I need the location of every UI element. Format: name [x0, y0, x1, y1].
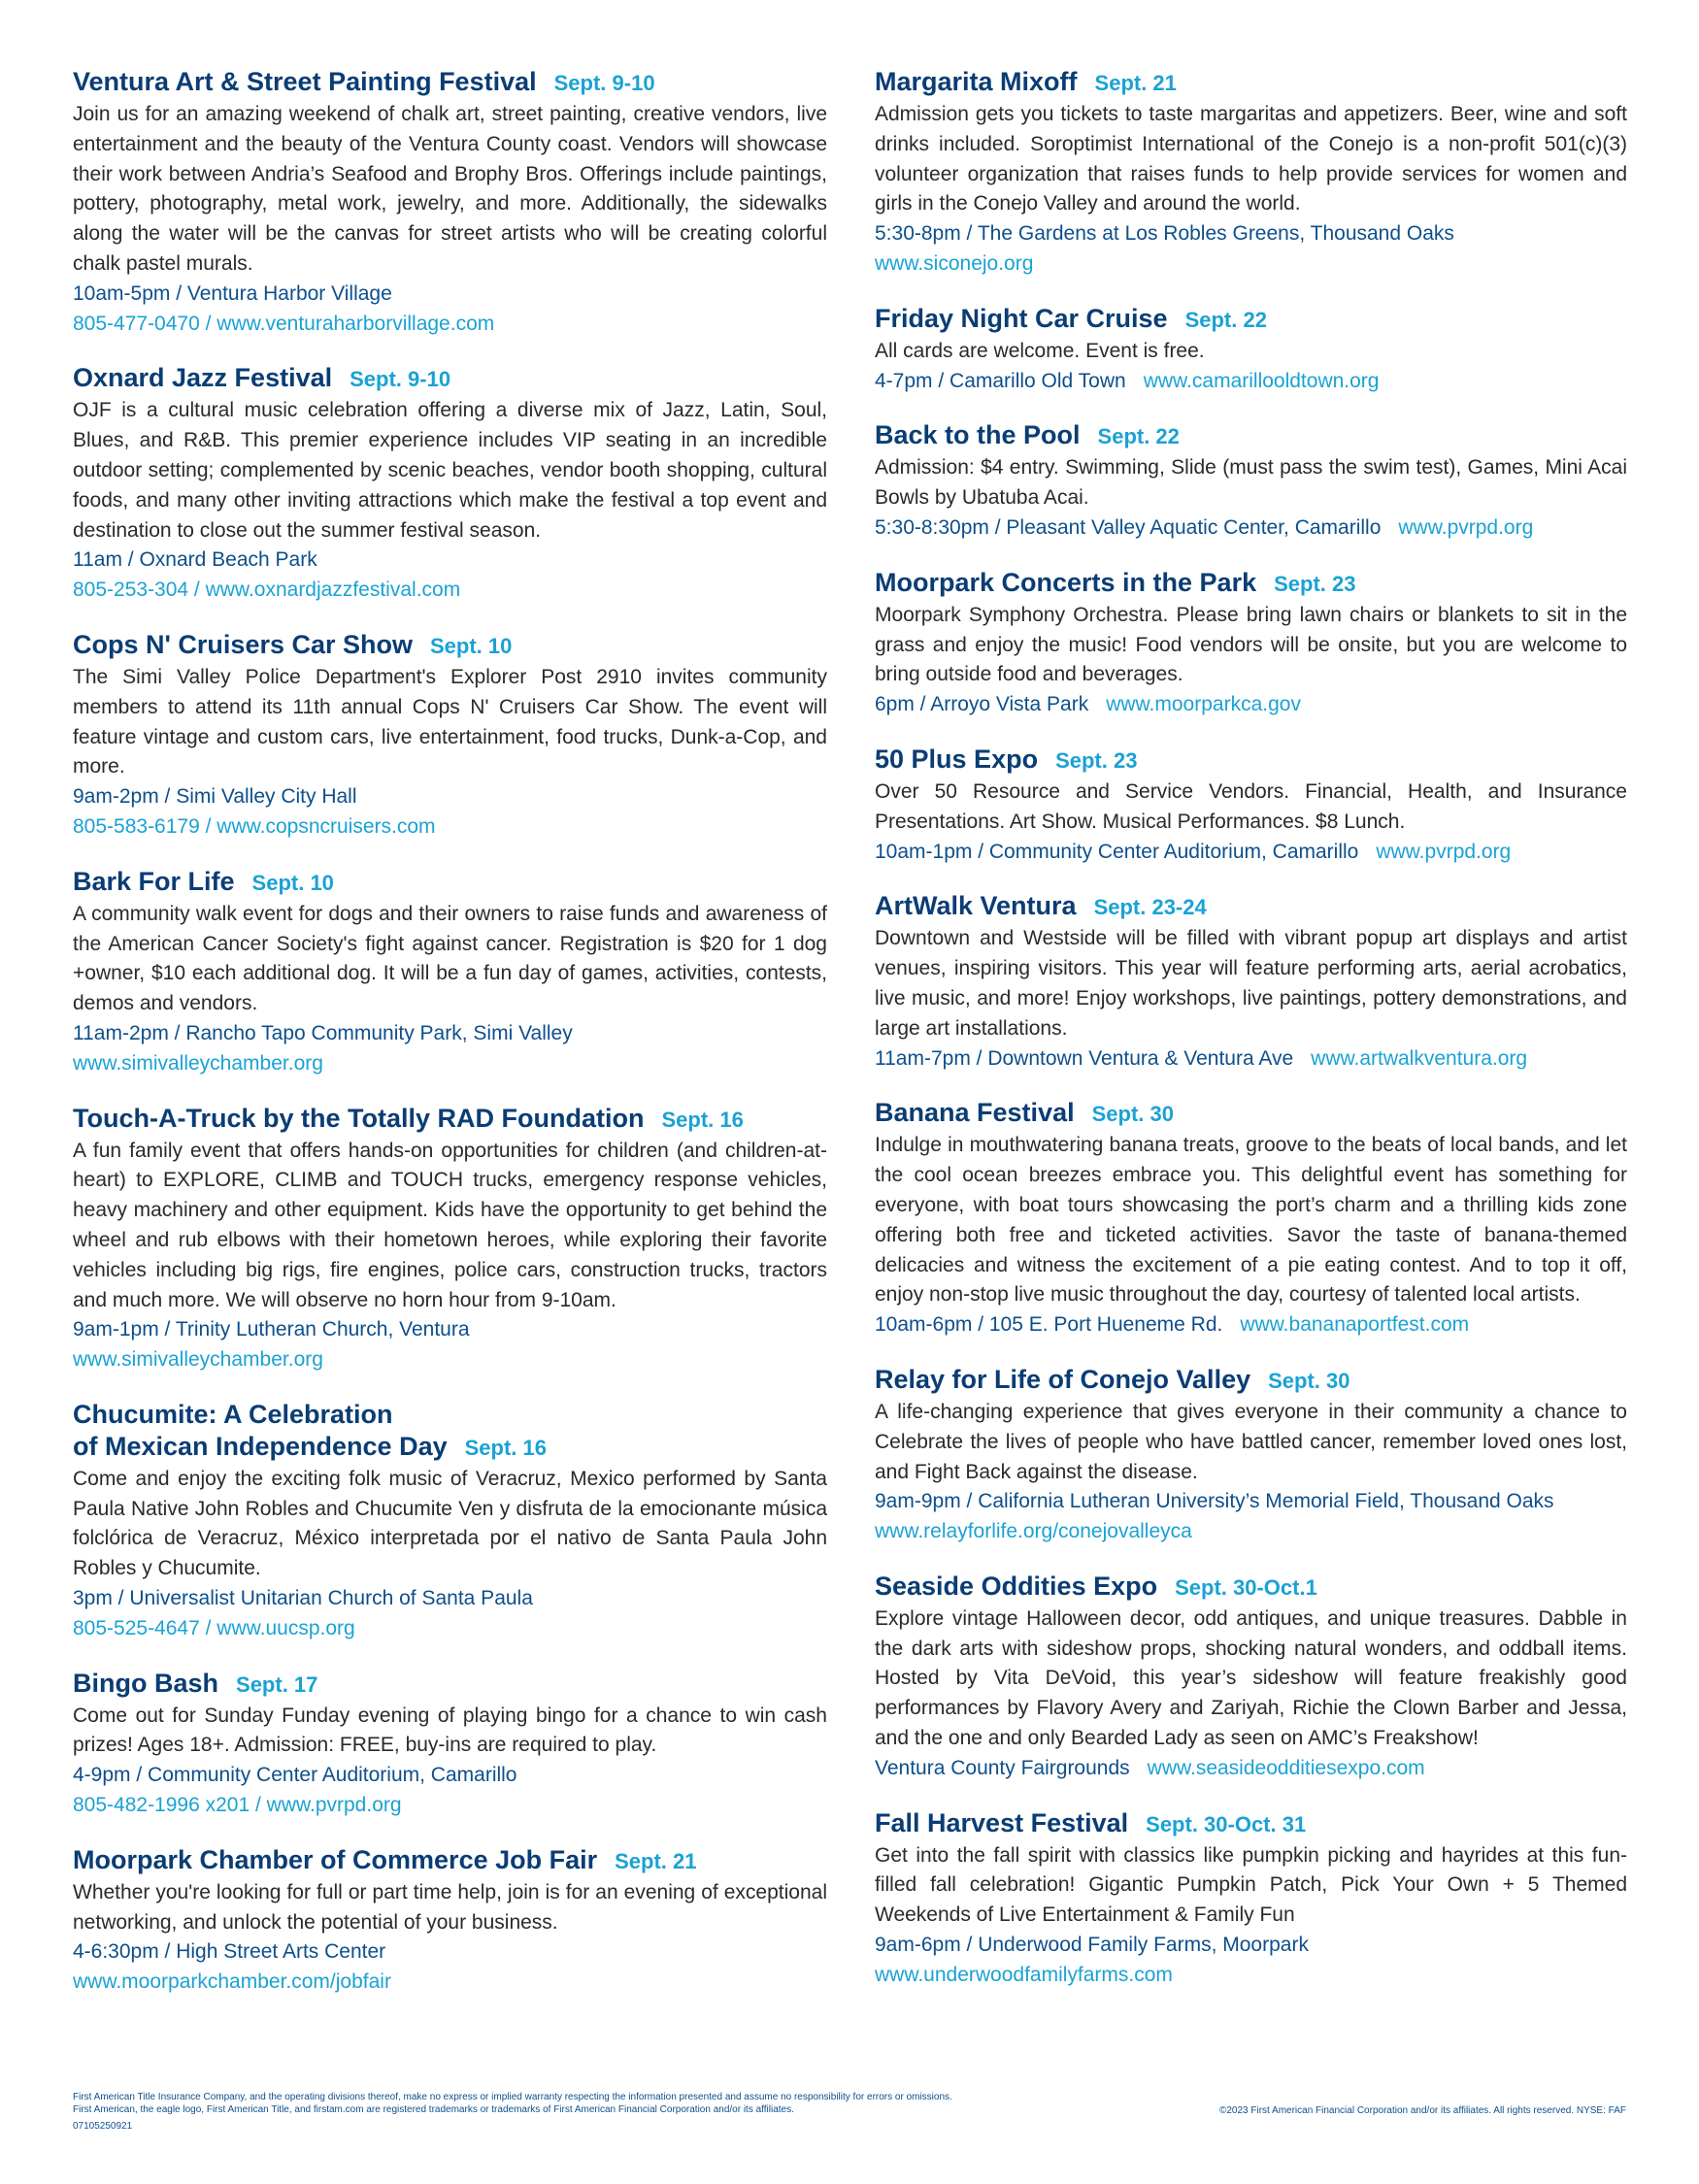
disclaimer-line2: First American, the eagle logo, First American Title, and firstam.com are registered trademarks or trademarks of First American Financial Corporation and/or its affiliates.	[73, 2104, 794, 2115]
event-touch-a-truck	[73, 1103, 827, 1375]
footer-disclaimer	[73, 2091, 1141, 2133]
event-seaside-oddities	[875, 1571, 1627, 1784]
event-time-location: 5:30-8pm / The Gardens at Los Robles Greens, Thousand Oaks	[875, 222, 1454, 246]
event-title: Bingo Bash	[73, 1668, 219, 1698]
event-description: Come and enjoy the exciting folk music of Veracruz, Mexico performed by Santa Paula Native John Robles and Chucumite Ven y disfruta de la emocionante música folclórica de Veracruz, México interpretada por el nativo de Santa Paula John Robles y Chucumite.	[73, 1467, 827, 1580]
right-column	[875, 66, 1627, 2014]
event-date: Sept. 23	[1055, 747, 1138, 773]
event-title: Relay for Life of Conejo Valley	[875, 1364, 1251, 1394]
event-time-location: 3pm / Universalist Unitarian Church of Santa Paula	[73, 1587, 533, 1610]
event-description: Moorpark Symphony Orchestra. Please bring lawn chairs or blankets to sit in the grass and enjoy the music! Food vendors will be onsite, but you are welcome to bring outside food and beverages.	[875, 603, 1627, 686]
event-time-location: 4-7pm / Camarillo Old Town	[875, 369, 1126, 392]
event-moorpark-job-fair	[73, 1844, 827, 1998]
event-relay-for-life	[875, 1364, 1627, 1547]
event-date: Sept. 22	[1097, 424, 1180, 449]
event-title: Bark For Life	[73, 866, 235, 896]
event-title: Moorpark Chamber of Commerce Job Fair	[73, 1844, 598, 1874]
event-date: Sept. 17	[236, 1671, 318, 1697]
event-contact-link[interactable]: www.simivalleychamber.org	[73, 1051, 323, 1075]
event-title: Fall Harvest Festival	[875, 1807, 1129, 1837]
event-contact-link[interactable]: www.moorparkchamber.com/jobfair	[73, 1970, 391, 1994]
disclaimer-line1: First American Title Insurance Company, and the operating divisions thereof, make no express or implied warranty respecting the information presented and assume no responsibility for errors or omissions.	[73, 2092, 952, 2102]
event-contact-link[interactable]: 805-477-0470 / www.venturaharborvillage.com	[73, 312, 495, 335]
event-description: All cards are welcome. Event is free.	[875, 339, 1205, 362]
event-description: Indulge in mouthwatering banana treats, groove to the beats of local bands, and let the cool ocean breezes embrace you. This delightful event has something for everyone, with boat tours showcasing the port’s charm and a thrilling kids zone offering both free and ticketed activities. Savor the taste of banana-themed delicacies and witness the excitement of a pie eating contest. And to top it off, enjoy non-stop live music throughout the day, courtesy of talented local artists.	[875, 1134, 1627, 1307]
event-back-to-pool	[875, 419, 1627, 543]
event-contact-link[interactable]: 805-525-4647 / www.uucsp.org	[73, 1616, 355, 1639]
event-contact-link[interactable]: 805-482-1996 x201 / www.pvrpd.org	[73, 1794, 402, 1817]
event-contact-link[interactable]: 805-583-6179 / www.copsncruisers.com	[73, 814, 436, 838]
event-time-location: 9am-6pm / Underwood Family Farms, Moorpark	[875, 1934, 1309, 1957]
event-description: Come out for Sunday Funday evening of playing bingo for a chance to win cash prizes! Ages 18+. Admission: FREE, buy-ins are required to play.	[73, 1704, 827, 1757]
event-time-location: 10am-1pm / Community Center Auditorium, Camarillo	[875, 840, 1359, 863]
event-date: Sept. 16	[661, 1107, 744, 1132]
event-time-location: 4-9pm / Community Center Auditorium, Camarillo	[73, 1764, 517, 1787]
event-description: Explore vintage Halloween decor, odd antiques, and unique treasures. Dabble in the dark arts with sideshow props, shocking natural wonders, and oddball items. Hosted by Vita DeVoid, this year’s sideshow will feature freakishly good performances by Flavory Avery and Zariyah, Richie the Clown Barber and Jessa, and the one and only Bearded Lady as seen on AMC’s Freakshow!	[875, 1606, 1627, 1750]
event-title: of Mexican Independence Day	[73, 1431, 448, 1461]
event-title: Margarita Mixoff	[875, 67, 1078, 96]
event-time-location: Ventura County Fairgrounds	[875, 1756, 1130, 1779]
event-description: Whether you're looking for full or part time help, join is for an evening of exceptional networking, and unlock the potential of your business.	[73, 1880, 827, 1934]
event-friday-car-cruise	[875, 303, 1627, 397]
event-time-location: 4-6:30pm / High Street Arts Center	[73, 1940, 386, 1964]
event-title: Oxnard Jazz Festival	[73, 363, 333, 393]
event-time-location: 11am-7pm / Downtown Ventura & Ventura Ave	[875, 1046, 1294, 1070]
event-description: Admission: $4 entry. Swimming, Slide (must pass the swim test), Games, Mini Acai Bowls by Ubatuba Acai.	[875, 456, 1627, 510]
event-website-link[interactable]: www.pvrpd.org	[1376, 840, 1512, 863]
event-date: Sept. 30-Oct.1	[1175, 1574, 1317, 1600]
event-date: Sept. 22	[1184, 307, 1267, 332]
event-time-location: 9am-2pm / Simi Valley City Hall	[73, 785, 357, 809]
event-date: Sept. 30-Oct. 31	[1146, 1811, 1307, 1837]
event-time-location: 6pm / Arroyo Vista Park	[875, 693, 1089, 716]
event-contact-link[interactable]: 805-253-304 / www.oxnardjazzfestival.com	[73, 579, 461, 602]
event-oxnard-jazz-festival	[73, 362, 827, 606]
event-date: Sept. 30	[1268, 1368, 1350, 1393]
event-title: Banana Festival	[875, 1098, 1075, 1128]
event-date: Sept. 9-10	[553, 71, 655, 95]
event-bingo-bash	[73, 1668, 827, 1821]
event-date: Sept. 10	[251, 870, 334, 895]
event-title-line1: Chucumite: A Celebration	[73, 1399, 393, 1429]
event-bark-for-life	[73, 866, 827, 1079]
event-moorpark-concerts	[875, 567, 1627, 720]
event-description: Over 50 Resource and Service Vendors. Financial, Health, and Insurance Presentations. Art Show. Musical Performances. $8 Lunch.	[875, 779, 1627, 833]
event-website-link[interactable]: www.seasideodditiesexpo.com	[1147, 1756, 1425, 1779]
event-date: Sept. 21	[1094, 71, 1177, 95]
event-date: Sept. 9-10	[350, 367, 451, 392]
event-time-location: 11am-2pm / Rancho Tapo Community Park, Simi Valley	[73, 1021, 573, 1044]
event-description: Downtown and Westside will be filled with vibrant popup art displays and artist venues, inspiring visitors. This year will feature performing arts, aerial acrobatics, live music, and more! Enjoy workshops, live paintings, pottery demonstrations, and large art installations.	[875, 927, 1627, 1040]
event-banana-festival	[875, 1097, 1627, 1340]
event-date: Sept. 16	[464, 1435, 547, 1460]
event-website-link[interactable]: www.artwalkventura.org	[1311, 1046, 1528, 1070]
event-time-location: 9am-9pm / California Lutheran University’s Memorial Field, Thousand Oaks	[875, 1490, 1554, 1513]
event-description: OJF is a cultural music celebration offering a diverse mix of Jazz, Latin, Soul, Blues, and R&B. This premier experience includes VIP seating in an incredible outdoor setting; complemented by scenic beaches, vendor booth shopping, cultural foods, and many other inviting attractions which make the festival a top event and destination to close out the summer festival season.	[73, 399, 827, 542]
event-time-location: 10am-5pm / Ventura Harbor Village	[73, 281, 392, 305]
event-title: Ventura Art & Street Painting Festival	[73, 67, 537, 96]
left-column	[73, 66, 827, 2021]
event-title: Friday Night Car Cruise	[875, 303, 1168, 333]
event-description: Admission gets you tickets to taste margaritas and appetizers. Beer, wine and soft drinks included. Soroptimist International of the Conejo is a non-profit 501(c)(3) volunteer organization that raises funds to help provide services for women and girls in the Conejo Valley and around the world.	[875, 103, 1627, 215]
event-contact-link[interactable]: www.underwoodfamilyfarms.com	[875, 1963, 1173, 1986]
event-fall-harvest	[875, 1807, 1627, 1991]
event-description: Join us for an amazing weekend of chalk art, street painting, creative vendors, live entertainment and the beauty of the Ventura County coast. Vendors will showcase their work between Andria’s Seafood and Brophy Bros. Offerings include paintings, pottery, photography, metal work, jewelry, and more. Additionally, the sidewalks along the water will be the canvas for street artists who will be creating colorful chalk pastel murals.	[73, 103, 827, 275]
event-title: Moorpark Concerts in the Park	[875, 567, 1257, 597]
event-description: The Simi Valley Police Department's Explorer Post 2910 invites community members to attend its 11th annual Cops N' Cruisers Car Show. The event will feature vintage and custom cars, live entertainment, food trucks, Dunk-a-Cop, and more.	[73, 665, 827, 778]
event-contact-link[interactable]: www.siconejo.org	[875, 251, 1034, 275]
event-title: Seaside Oddities Expo	[875, 1571, 1158, 1601]
event-time-location: 11am / Oxnard Beach Park	[73, 548, 317, 572]
event-time-location: 10am-6pm / 105 E. Port Hueneme Rd.	[875, 1313, 1223, 1337]
event-description: A community walk event for dogs and their owners to raise funds and awareness of the American Cancer Society's fight against cancer. Registration is $20 for 1 dog +owner, $10 each additional dog. It will be a fun day of games, activities, contests, demos and vendors.	[73, 902, 827, 1015]
event-margarita-mixoff	[875, 66, 1627, 280]
event-time-location: 9am-1pm / Trinity Lutheran Church, Ventura	[73, 1318, 470, 1341]
event-date: Sept. 21	[615, 1848, 697, 1873]
event-website-link[interactable]: www.camarillooldtown.org	[1143, 369, 1380, 392]
footer-copyright: ©2023 First American Financial Corporation and/or its affiliates. All rights reserved. NYSE: FAF	[1218, 2105, 1626, 2116]
event-cops-cruisers	[73, 629, 827, 843]
event-time-location: 5:30-8:30pm / Pleasant Valley Aquatic Center, Camarillo	[875, 515, 1382, 539]
event-date: Sept. 30	[1091, 1102, 1174, 1127]
event-contact-link[interactable]: www.simivalleychamber.org	[73, 1348, 323, 1372]
event-date: Sept. 23	[1274, 571, 1356, 596]
event-website-link[interactable]: www.pvrpd.org	[1398, 515, 1534, 539]
event-title: ArtWalk Ventura	[875, 891, 1077, 921]
event-date: Sept. 10	[430, 633, 513, 658]
event-description: A fun family event that offers hands-on opportunities for children (and children-at-heart) to EXPLORE, CLIMB and TOUCH trucks, emergency response vehicles, heavy machinery and other equipment. Kids have the opportunity to get behind the wheel and rub elbows with their hometown heroes, while exploring their favorite vehicles including big rigs, fire engines, police cars, construction trucks, tractors and much more. We will observe no horn hour from 9-10am.	[73, 1139, 827, 1311]
event-website-link[interactable]: www.moorparkca.gov	[1106, 693, 1301, 716]
event-date: Sept. 23-24	[1093, 895, 1207, 920]
event-description: A life-changing experience that gives everyone in their community a chance to Celebrate the lives of people who have battled cancer, remember loved ones lost, and Fight Back against the disease.	[875, 1400, 1627, 1483]
event-artwalk-ventura	[875, 890, 1627, 1074]
event-title: Cops N' Cruisers Car Show	[73, 629, 413, 659]
event-title: Touch-A-Truck by the Totally RAD Foundation	[73, 1103, 645, 1133]
event-contact-link[interactable]: www.relayforlife.org/conejovalleyca	[875, 1520, 1192, 1543]
event-website-link[interactable]: www.bananaportfest.com	[1240, 1313, 1470, 1337]
document-code: 07105250921	[73, 2121, 133, 2132]
event-ventura-art-festival	[73, 66, 827, 339]
event-chucumite	[73, 1399, 827, 1644]
event-description: Get into the fall spirit with classics like pumpkin picking and hayrides at this fun-filled fall celebration! Gigantic Pumpkin Patch, Pick Your Own + 5 Themed Weekends of Live Entertainment & Family Fun	[875, 1843, 1627, 1927]
event-50-plus-expo	[875, 744, 1627, 867]
event-title: 50 Plus Expo	[875, 744, 1039, 774]
event-title: Back to the Pool	[875, 420, 1081, 450]
